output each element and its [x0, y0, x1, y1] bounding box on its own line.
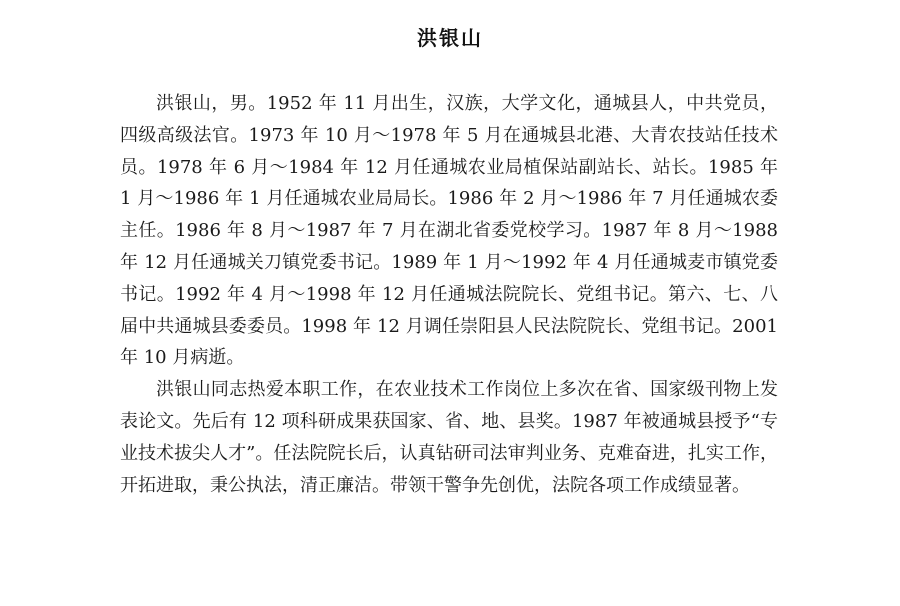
page-title: 洪银山 — [417, 26, 483, 50]
document-body — [120, 88, 778, 501]
biography-paragraph: 洪银山，男。1952 年 11 月出生，汉族，大学文化，通城县人，中共党员，四级高级法官。1973 年 10 月～1978 年 5 月在通城县北港、大青农技站任技术员。1978 年 6 月～1984 年 12 月任通城农业局植保站副站长、站长。1985 年 1 月～1986 年 1 月任通城农业局局长。1986 年 2 月～1986 年 7 月任通城农委主任。1986 年 8 月～1987 年 7 月在湖北省委党校学习。1987 年 8 月～1988 年 12 月任通城关刀镇党委书记。1989 年 1 月～1992 年 4 月任通城麦市镇党委书记。1992 年 4 月～1998 年 12 月任通城法院院长、党组书记。第六、七、八届中共通城县委委员。1998 年 12 月调任崇阳县人民法院院长、党组书记。2001 年 10 月病逝。 — [120, 93, 778, 369]
achievements-paragraph: 洪银山同志热爱本职工作，在农业技术工作岗位上多次在省、国家级刊物上发表论文。先后有 12 项科研成果获国家、省、地、县奖。1987 年被通城县授予“专业技术拔尖人才”。任法院院长后，认真钻研司法审判业务、克难奋进，扎实工作，开拓进取，秉公执法，清正廉洁。带领干警争先创优，法院各项工作成绩显著。 — [120, 379, 778, 496]
